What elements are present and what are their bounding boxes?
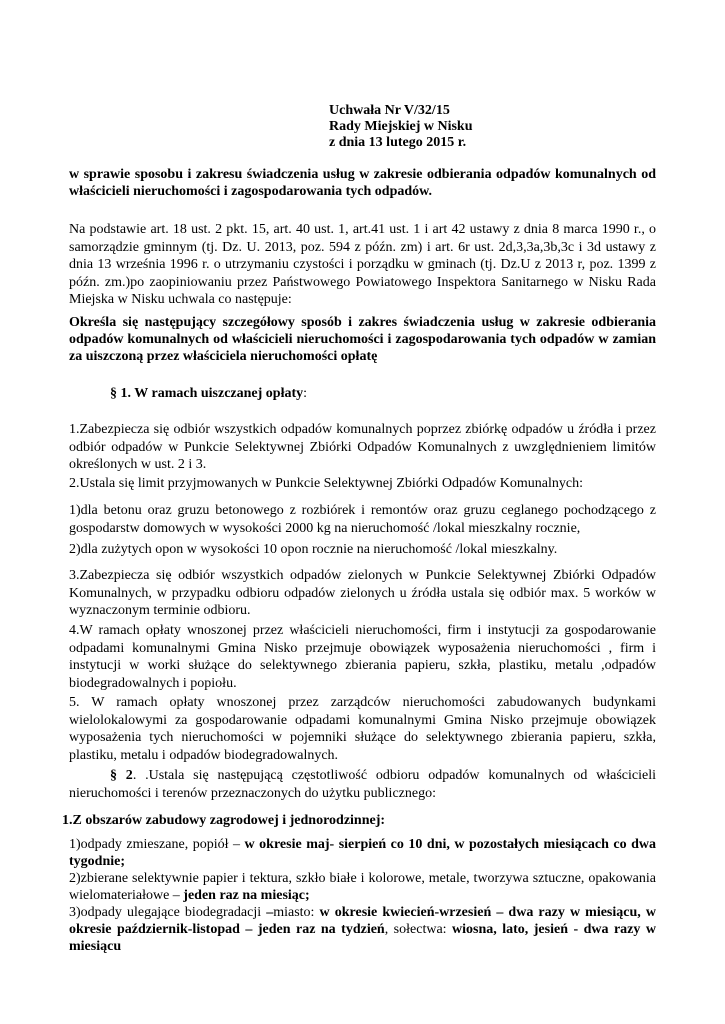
bio-waste-city-label: miasto: xyxy=(273,905,320,920)
section-1-paragraph-4: 4.W ramach opłaty wnoszonej przez właścicieli nieruchomości, firm i instytucji za gospodarowanie odpadami komunalnymi Gmina Nisko przejmuje obowiązek wyposażenia nieruchomości , firm i instytucji w worki służące do selektywnego zbierania papieru, szkła, plastiku, metalu ,odpadów biodegradowalnych i popiołu. xyxy=(69,623,656,691)
title-line-number: Uchwała Nr V/32/15 xyxy=(329,103,450,118)
legal-basis-preamble: Na podstawie art. 18 ust. 2 pkt. 15, art. 40 ust. 1, art.41 ust. 1 i art 42 ustawy z dnia 8 marca 1990 r., o samorządzie gminnym (tj. Dz. U. 2013, poz. 594 z późn. zm) i art. 6r ust. 2d,3,3a,3b,3c i 3d ustawy z dnia 13 września 1996 r. o utrzymaniu czystości i porządku w gminach (tj. Dz.U z 2013 r, poz. 1399 z późn. zm.)po zaopiniowaniu przez Państwowego Powiatowego Inspektora Sanitarnego w Nisku Rada Miejska w Nisku uchwala co następuje: xyxy=(69,222,656,307)
section-1-item-concrete: 1)dla betonu oraz gruzu betonowego z rozbiórek i remontów oraz gruzu ceglanego pochodzącego z gospodarstw domowych w wysokości 2000 kg na nieruchomość /lokal mieszkalny rocznie, xyxy=(69,503,656,536)
bio-waste-dash: – xyxy=(266,905,274,920)
section-1-heading-text: § 1. W ramach uiszczanej opłaty xyxy=(110,386,304,401)
section-2-item-mixed xyxy=(69,836,656,870)
resolution-title xyxy=(329,103,473,151)
section-1-heading xyxy=(110,385,656,402)
section-1-paragraph-2: 2.Ustala się limit przyjmowanych w Punkcie Selektywnej Zbiórki Odpadów Komunalnych: xyxy=(69,476,584,491)
section-2-intro-text: . .Ustala się następującą częstotliwość odbioru odpadów komunalnych od właścicieli nieruchomości i terenów przeznaczonych do użytku publicznego: xyxy=(69,768,657,801)
bio-waste-villages-label: , sołectwa: xyxy=(384,922,453,937)
section-1-item-tyres: 2)dla zużytych opon w wysokości 10 opon rocznie na nieruchomość /lokal mieszkalny. xyxy=(69,542,558,557)
decision-statement: Określa się następujący szczegółowy sposób i zakres świadczenia usług w zakresie odbierania odpadów komunalnych od właścicieli nieruchomości i zagospodarowania tych odpadów w zamian za uiszczoną przez właściciela nieruchomości opłatę xyxy=(69,315,656,364)
section-1-paragraph-5: 5. W ramach opłaty wnoszonej przez zarządców nieruchomości zabudowanych budynkami wielolokalowymi za gospodarowanie odpadami komunalnymi Gmina Nisko przejmuje obowiązek wyposażenia tych nieruchomości w pojemniki służące do selektywnego zbierania papieru, szkła, plastiku, metalu i odpadów biodegradowalnych. xyxy=(69,695,656,763)
section-2-subheading: 1.Z obszarów zabudowy zagrodowej i jednorodzinnej: xyxy=(62,813,386,828)
section-2-mark: § 2 xyxy=(110,768,133,783)
title-line-council: Rady Miejskiej w Nisku xyxy=(329,119,473,134)
bio-waste-villages-frequency: wiosna, lato, jesień - dwa razy w miesiącu xyxy=(69,922,656,954)
section-1-heading-colon: : xyxy=(303,386,308,401)
title-line-date: z dnia 13 lutego 2015 r. xyxy=(329,135,467,150)
section-1-paragraph-3: 3.Zabezpiecza się odbiór wszystkich odpadów zielonych w Punkcie Selektywnej Zbiórki Odpadów Komunalnych, w przypadku odbioru odpadów zielonych u źródła ustala się odbiór max. 5 worków w wyznaczonym terminie odbioru. xyxy=(69,568,656,618)
bio-waste-city-frequency: w okresie kwiecień-wrzesień – dwa razy w miesiącu, w okresie październik-listopad – jeden raz na tydzień xyxy=(69,905,656,937)
mixed-waste-label: 1)odpady zmieszane, popiół – xyxy=(69,837,245,852)
section-2-intro xyxy=(69,767,656,802)
section-1-paragraph-1: 1.Zabezpiecza się odbiór wszystkich odpadów komunalnych poprzez zbiórkę odpadów u źródła i przez odbiór odpadów w Punkcie Selektywnej Zbiórki Odpadów Komunalnych z uwzględnieniem limitów określonych w ust. 2 i 3. xyxy=(69,422,656,472)
mixed-waste-frequency: w okresie maj- sierpień co 10 dni, w pozostałych miesiącach co dwa tygodnie; xyxy=(69,837,657,869)
selective-waste-frequency: jeden raz na miesiąc; xyxy=(183,888,310,903)
selective-waste-label: 2)zbierane selektywnie papier i tektura, szkło białe i kolorowe, metale, tworzywa sztuczne, opakowania wielomateriałowe – xyxy=(69,871,656,903)
bio-waste-label: 3)odpady ulegające biodegradacji xyxy=(69,905,267,920)
section-2-item-biodegradable xyxy=(69,904,656,955)
resolution-subject: w sprawie sposobu i zakresu świadczenia usług w zakresie odbierania odpadów komunalnych od właścicieli nieruchomości i zagospodarowania tych odpadów. xyxy=(69,167,656,199)
section-2-item-selective xyxy=(69,870,656,904)
